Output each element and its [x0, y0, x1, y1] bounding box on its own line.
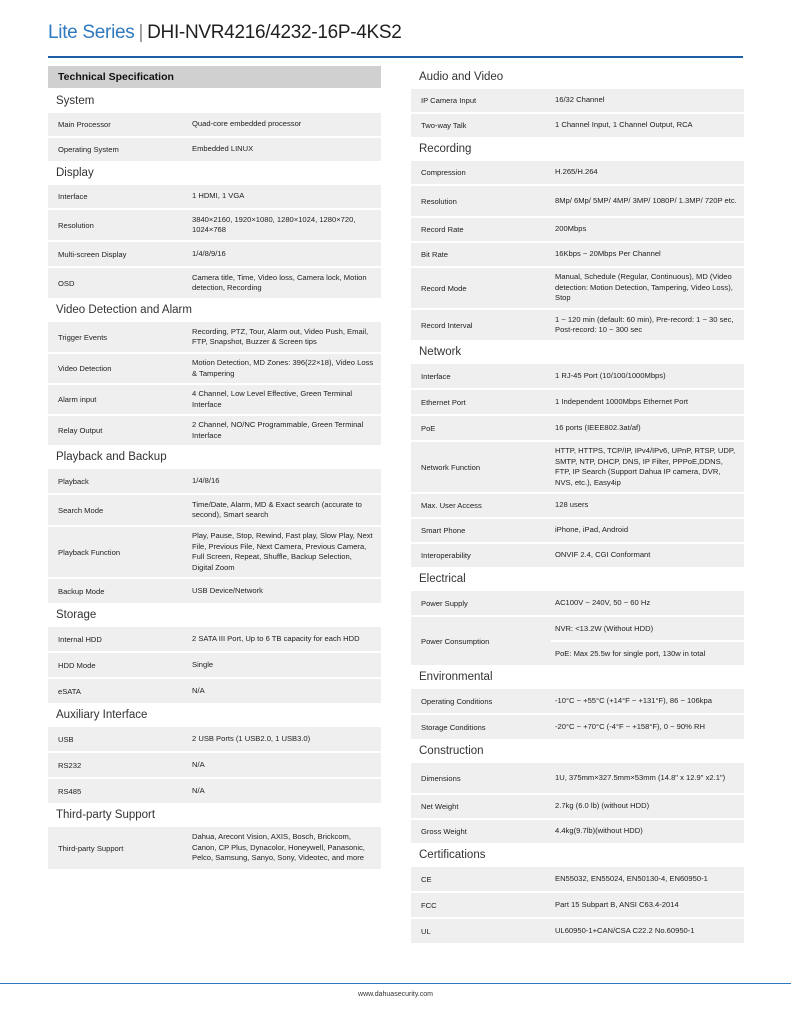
- section-title: Display: [56, 167, 94, 179]
- spec-row: [411, 217, 744, 242]
- spec-value: AC100V ~ 240V, 50 ~ 60 Hz: [555, 597, 651, 607]
- spec-label: Playback Function: [58, 547, 121, 557]
- section-title: Audio and Video: [419, 71, 504, 83]
- spec-value: Recording, PTZ, Tour, Alarm out, Video Push, Email, FTP, Snapshot, Buzzer & Screen tips: [192, 326, 369, 346]
- section-title: Network: [419, 346, 462, 358]
- spec-value: HTTP, HTTPS, TCP/IP, IPv4/IPv6, UPnP, RTSP, UDP, SMTP, NTP, DHCP, DNS, IP Filter, PPPoE,DDNS, FTP, IP Search (Support Dahua IP camera, DVR, NVS, etc.), Easy4ip: [555, 446, 736, 487]
- spec-value: Dahua, Arecont Vision, AXIS, Bosch, Brickcom, Canon, CP Plus, Dynacolor, Honeywell, Panasonic, Pelco, Samsung, Sanyo, Sony, Videotec, and more: [192, 832, 365, 863]
- spec-value: Motion Detection, MD Zones: 396(22×18), Video Loss & Tampering: [192, 358, 374, 378]
- section-title: Environmental: [419, 671, 493, 683]
- spec-row: [48, 415, 381, 446]
- spec-value: 2 USB Ports (1 USB2.0, 1 USB3.0): [192, 733, 311, 743]
- footer-url: www.dahuasecurity.com: [358, 991, 433, 998]
- spec-value: N/A: [192, 685, 205, 695]
- spec-row: [48, 321, 381, 353]
- spec-value: 1 RJ-45 Port (10/100/1000Mbps): [555, 370, 666, 380]
- series-name: Lite Series: [48, 22, 135, 43]
- section-title: Auxiliary Interface: [56, 709, 148, 721]
- spec-row: [411, 518, 744, 543]
- spec-label: Playback: [58, 476, 89, 486]
- spec-row: [48, 241, 381, 267]
- spec-row: [48, 494, 381, 526]
- spec-label: Net Weight: [421, 802, 459, 811]
- spec-row: [48, 468, 381, 494]
- spec-row: [411, 819, 744, 844]
- spec-label: Main Processor: [58, 120, 111, 129]
- spec-value: 1 ~ 120 min (default: 60 min), Pre-record: 1 ~ 30 sec, Post-record: 10 ~ 300 sec: [555, 314, 734, 334]
- spec-row: [48, 526, 381, 578]
- spec-row: [411, 441, 744, 493]
- spec-label: Multi-screen Display: [58, 249, 127, 259]
- spec-label: Relay Output: [58, 426, 103, 435]
- spec-label: RS232: [58, 760, 82, 770]
- spec-row: [411, 113, 744, 138]
- spec-row: [411, 918, 744, 944]
- spec-row: [411, 267, 744, 309]
- spec-label: HDD Mode: [58, 660, 96, 670]
- spec-value: 8Mp/ 6Mp/ 5MP/ 4MP/ 3MP/ 1080P/ 1.3MP/ 720P etc.: [555, 195, 737, 205]
- spec-value: Quad-core embedded processor: [192, 119, 302, 129]
- right-column: [411, 66, 744, 944]
- spec-row: [48, 752, 381, 778]
- spec-label: Smart Phone: [421, 526, 466, 535]
- spec-value: EN55032, EN55024, EN50130-4, EN60950-1: [555, 873, 708, 883]
- spec-value: 1 Independent 1000Mbps Ethernet Port: [555, 396, 688, 406]
- spec-row: [411, 616, 744, 666]
- spec-label: Resolution: [58, 220, 94, 230]
- spec-label: FCC: [421, 900, 437, 910]
- spec-value: 200Mbps: [555, 224, 587, 234]
- section-title: Electrical: [419, 573, 466, 585]
- spec-row: [411, 185, 744, 217]
- spec-label: Interface: [58, 192, 88, 201]
- right-sections: [411, 66, 744, 944]
- spec-value: 4 Channel, Low Level Effective, Green Terminal Interface: [192, 389, 353, 409]
- spec-row: [411, 88, 744, 113]
- spec-value-line: PoE: Max 25.5w for single port, 130w in total: [555, 649, 706, 658]
- spec-label: Operating System: [58, 145, 119, 154]
- spec-value: N/A: [192, 785, 205, 795]
- spec-label: Ethernet Port: [421, 397, 466, 407]
- section-title: Storage: [56, 609, 97, 621]
- spec-label: RS485: [58, 786, 82, 796]
- spec-value: Single: [192, 659, 214, 669]
- spec-label: Storage Conditions: [421, 722, 486, 732]
- spec-value: Camera title, Time, Video loss, Camera lock, Motion detection, Recording: [192, 272, 367, 292]
- spec-value: -20°C ~ +70°C (-4°F ~ +158°F), 0 ~ 90% RH: [555, 721, 705, 731]
- spec-label: Internal HDD: [58, 634, 102, 644]
- spec-row: [411, 543, 744, 568]
- spec-row: [48, 578, 381, 604]
- spec-value: 16 ports (IEEE802.3at/af): [555, 422, 641, 432]
- spec-label: OSD: [58, 278, 75, 288]
- spec-label: Record Rate: [421, 225, 464, 234]
- spec-value: [551, 617, 744, 665]
- spec-label: Interface: [421, 371, 451, 381]
- spec-value: UL60950-1+CAN/CSA C22.2 No.60950-1: [555, 925, 695, 935]
- document-header: [48, 22, 402, 44]
- spec-label: Trigger Events: [58, 332, 108, 342]
- spec-row: [48, 112, 381, 137]
- spec-row: [48, 778, 381, 804]
- spec-label: Gross Weight: [421, 827, 467, 836]
- spec-label: Record Mode: [421, 283, 467, 293]
- spec-row: [48, 626, 381, 652]
- left-column: [48, 66, 381, 870]
- spec-row: [411, 389, 744, 415]
- spec-value: 1U, 375mm×327.5mm×53mm (14.8" x 12.9" x2.1"): [555, 772, 726, 782]
- spec-label: eSATA: [58, 686, 81, 696]
- spec-label: Compression: [421, 168, 466, 177]
- spec-value: 2 Channel, NO/NC Programmable, Green Terminal Interface: [192, 420, 364, 440]
- spec-label: Backup Mode: [58, 586, 105, 596]
- spec-label: IP Camera Input: [421, 96, 477, 105]
- spec-row: [411, 590, 744, 616]
- spec-value: ONVIF 2.4, CGI Conformant: [555, 550, 651, 560]
- spec-value: 16Kbps ~ 20Mbps Per Channel: [555, 249, 661, 259]
- spec-row: [411, 242, 744, 267]
- spec-label: Resolution: [421, 196, 457, 206]
- spec-label: Power Supply: [421, 598, 468, 608]
- spec-row: [48, 726, 381, 752]
- spec-label: PoE: [421, 423, 436, 433]
- spec-value: 128 users: [555, 500, 589, 510]
- header-rule: [48, 56, 743, 58]
- spec-row: [411, 892, 744, 918]
- spec-row: [48, 267, 381, 299]
- section-title: Third-party Support: [56, 809, 156, 821]
- spec-value: 1 Channel Input, 1 Channel Output, RCA: [555, 120, 693, 130]
- spec-row: [48, 184, 381, 209]
- spec-value: 1 HDMI, 1 VGA: [192, 191, 245, 201]
- spec-label: Dimensions: [421, 773, 461, 783]
- spec-value: Manual, Schedule (Regular, Continuous), MD (Video detection: Motion Detection, Tampering, Video Loss), Stop: [555, 272, 733, 303]
- spec-value: 3840×2160, 1920×1080, 1280×1024, 1280×720, 1024×768: [192, 214, 356, 234]
- spec-value: H.265/H.264: [555, 167, 598, 177]
- spec-value: 1/4/8/16: [192, 475, 220, 485]
- spec-row: [411, 160, 744, 185]
- spec-value: 2.7kg (6.0 lb) (without HDD): [555, 801, 650, 811]
- section-title: Recording: [419, 143, 472, 155]
- spec-label: Third-party Support: [58, 843, 124, 853]
- spec-value-line: NVR: <13.2W (Without HDD): [551, 617, 744, 642]
- spec-label: Power Consumption: [421, 636, 490, 646]
- spec-row: [48, 826, 381, 870]
- section-title: Certifications: [419, 849, 486, 861]
- spec-row: [411, 688, 744, 714]
- spec-row: [48, 137, 381, 162]
- spec-label: Network Function: [421, 462, 481, 472]
- section-title: System: [56, 95, 95, 107]
- section-title: Video Detection and Alarm: [56, 304, 192, 316]
- spec-value: Part 15 Subpart B, ANSI C63.4-2014: [555, 899, 679, 909]
- spec-value: iPhone, iPad, Android: [555, 525, 629, 535]
- spec-title: Technical Specification: [48, 66, 381, 88]
- spec-value: 2 SATA III Port, Up to 6 TB capacity for each HDD: [192, 633, 360, 643]
- spec-label: Operating Conditions: [421, 696, 493, 706]
- spec-value: USB Device/Network: [192, 585, 263, 595]
- spec-row: [411, 794, 744, 819]
- spec-row: [48, 209, 381, 241]
- footer-rule: [0, 983, 791, 984]
- spec-label: UL: [421, 926, 431, 936]
- spec-label: Max. User Access: [421, 501, 482, 510]
- spec-label: Search Mode: [58, 505, 104, 515]
- spec-label: Record Interval: [421, 320, 473, 330]
- section-title: Construction: [419, 745, 484, 757]
- spec-value: Time/Date, Alarm, MD & Exact search (accurate to second), Smart search: [192, 499, 362, 519]
- spec-value: N/A: [192, 759, 205, 769]
- spec-label: Bit Rate: [421, 250, 449, 259]
- spec-label: USB: [58, 734, 74, 744]
- spec-row: [411, 415, 744, 441]
- spec-row: [48, 384, 381, 415]
- spec-value: 1/4/8/9/16: [192, 248, 226, 258]
- spec-row: [411, 309, 744, 341]
- spec-row: [411, 714, 744, 740]
- spec-row: [48, 678, 381, 704]
- spec-label: Two-way Talk: [421, 121, 467, 130]
- spec-label: Alarm input: [58, 395, 97, 404]
- spec-row: [411, 762, 744, 794]
- spec-label: CE: [421, 874, 432, 884]
- spec-value: 16/32 Channel: [555, 95, 605, 105]
- header-separator: |: [138, 22, 144, 43]
- spec-value: 4.4kg(9.7lb)(without HDD): [555, 826, 643, 836]
- spec-row: [411, 866, 744, 892]
- spec-value: Play, Pause, Stop, Rewind, Fast play, Slow Play, Next File, Previous File, Next Camera, Previous Camera, Full Screen, Repeat, Shuffle, Backup Selection, Digital Zoom: [192, 531, 373, 572]
- left-sections: [48, 90, 381, 870]
- spec-row: [48, 353, 381, 384]
- spec-row: [411, 493, 744, 518]
- spec-value: -10°C ~ +55°C (+14°F ~ +131°F), 86 ~ 106kpa: [555, 695, 712, 705]
- section-title: Playback and Backup: [56, 451, 167, 463]
- spec-row: [411, 363, 744, 389]
- model-name: DHI-NVR4216/4232-16P-4KS2: [147, 22, 402, 43]
- spec-label: Interoperability: [421, 551, 471, 560]
- spec-row: [48, 652, 381, 678]
- spec-label: Video Detection: [58, 364, 112, 373]
- spec-value: Embedded LINUX: [192, 144, 254, 154]
